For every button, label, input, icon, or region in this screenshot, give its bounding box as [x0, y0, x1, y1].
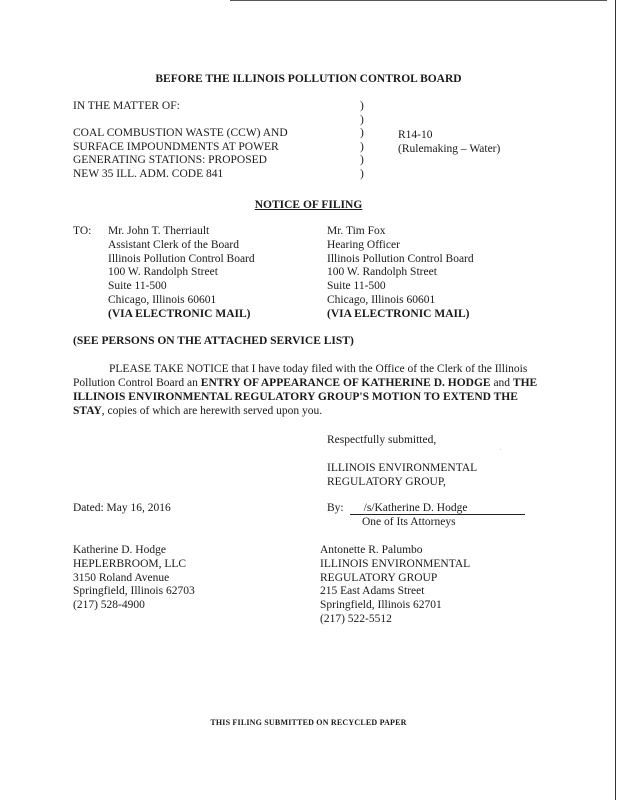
body-text: PLEASE TAKE NOTICE that I have today filed with the Office of the Clerk of the Illinois Pollution Control Board an	[73, 363, 528, 389]
caption-line: COAL COMBUSTION WASTE (CCW) AND	[73, 127, 288, 140]
contact-line: 3150 Roland Avenue	[73, 571, 170, 584]
by-label: By:	[327, 502, 344, 514]
recipient-line: 100 W. Randolph Street	[327, 266, 437, 279]
scan-speck: .	[500, 446, 502, 452]
signature: /s/Katherine D. Hodge	[350, 502, 525, 515]
recipient-line: Chicago, Illinois 60601	[327, 293, 436, 306]
recipient-line: Illinois Pollution Control Board	[108, 252, 255, 265]
recipient-line: 100 W. Randolph Street	[108, 266, 218, 279]
recipient-hearing-officer	[327, 225, 474, 322]
contact-line: Springfield, Illinois 62703	[73, 585, 195, 598]
notice-body	[73, 362, 547, 418]
body-bold-entry: ENTRY OF APPEARANCE OF KATHERINE D. HODGE	[200, 377, 491, 389]
docket-number: R14-10	[398, 129, 433, 141]
contact-palumbo	[320, 544, 470, 627]
docket-info	[398, 128, 500, 156]
contact-line: (217) 522-5512	[320, 612, 392, 625]
caption-line	[73, 114, 288, 128]
recipient-delivery: (VIA ELECTRONIC MAIL)	[327, 307, 470, 320]
caption-paren: )	[360, 100, 364, 112]
notice-title: NOTICE OF FILING	[254, 199, 363, 211]
contact-line: Antonette R. Palumbo	[320, 544, 423, 556]
signature-block	[327, 502, 525, 515]
caption-paren: )	[360, 113, 364, 126]
contact-line: (217) 528-4900	[73, 599, 145, 612]
recipient-line: Illinois Pollution Control Board	[327, 252, 474, 265]
scan-edge-right	[615, 0, 616, 800]
to-label: TO:	[73, 225, 92, 237]
recipient-line: Mr. Tim Fox	[327, 225, 386, 237]
document-heading: BEFORE THE ILLINOIS POLLUTION CONTROL BOARD	[155, 73, 462, 85]
org-line: REGULATORY GROUP,	[327, 476, 446, 488]
recipient-clerk	[108, 225, 255, 322]
caption-paren: )	[360, 127, 364, 140]
recipient-line: Suite 11-500	[327, 280, 386, 293]
recipient-delivery: (VIA ELECTRONIC MAIL)	[108, 307, 251, 320]
contact-line: 215 East Adams Street	[320, 585, 425, 598]
caption-paren: )	[360, 167, 364, 180]
case-caption	[73, 100, 288, 182]
recipient-line: Assistant Clerk of the Board	[108, 238, 239, 251]
contact-line: Springfield, Illinois 62701	[320, 599, 442, 612]
contact-line: Katherine D. Hodge	[73, 544, 166, 556]
recipient-line: Mr. John T. Therriault	[108, 225, 210, 237]
signatory-role: One of Its Attorneys	[362, 516, 456, 528]
body-bold-motion: THE ILLINOIS ENVIRONMENTAL REGULATORY GROUP'S MOTION TO EXTEND THE STAY	[73, 377, 538, 417]
org-line: ILLINOIS ENVIRONMENTAL	[327, 462, 478, 474]
caption-line: GENERATING STATIONS: PROPOSED	[73, 154, 267, 167]
scan-edge-top	[230, 0, 607, 3]
date-line: Dated: May 16, 2016	[73, 502, 171, 514]
organization-block	[327, 461, 477, 489]
caption-parentheses	[360, 100, 364, 182]
body-text: and	[490, 377, 513, 389]
body-text: , copies of which are herewith served upon you.	[101, 405, 323, 417]
docket-type: (Rulemaking – Water)	[398, 143, 501, 155]
caption-paren: )	[360, 154, 364, 167]
caption-paren: )	[360, 140, 364, 153]
recipient-line: Hearing Officer	[327, 238, 400, 251]
contact-line: HEPLERBROOM, LLC	[73, 557, 187, 570]
caption-line: NEW 35 ILL. ADM. CODE 841	[73, 167, 224, 180]
caption-line: IN THE MATTER OF:	[73, 100, 180, 112]
caption-line: SURFACE IMPOUNDMENTS AT POWER	[73, 140, 279, 153]
contact-hodge	[73, 544, 195, 613]
recipient-line: Chicago, Illinois 60601	[108, 293, 217, 306]
contact-line: ILLINOIS ENVIRONMENTAL	[320, 557, 471, 570]
service-list-note: (SEE PERSONS ON THE ATTACHED SERVICE LIST)	[73, 335, 354, 347]
contact-line: REGULATORY GROUP	[320, 571, 438, 584]
recipient-line: Suite 11-500	[108, 280, 167, 293]
closing: Respectfully submitted,	[327, 434, 437, 446]
recycled-paper-note: THIS FILING SUBMITTED ON RECYCLED PAPER	[210, 718, 407, 727]
